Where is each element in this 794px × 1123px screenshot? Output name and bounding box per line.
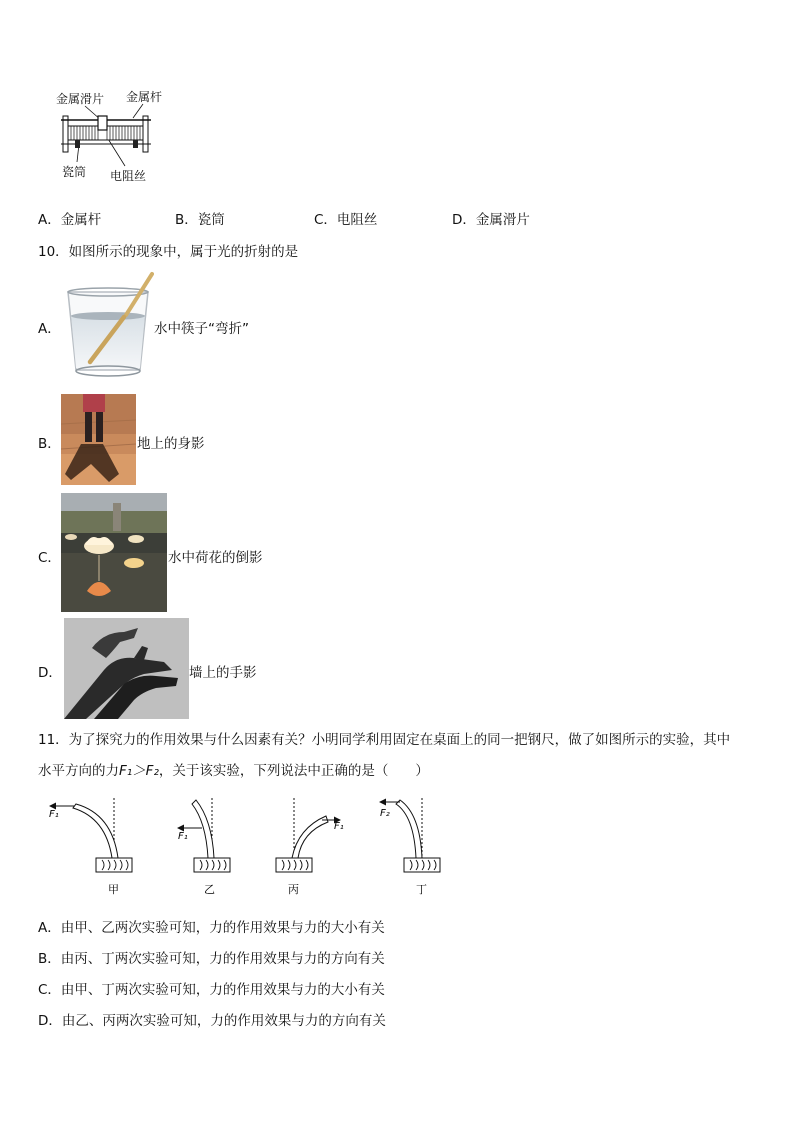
q10-option-a-caption: 水中筷子“弯折”	[154, 321, 249, 337]
q10-option-a-letter: A．	[38, 321, 61, 337]
ground-shadow-photo	[61, 394, 136, 485]
figure-jia	[50, 798, 132, 872]
q10-option-b-caption: 地上的身影	[137, 436, 205, 452]
label-resistance-wire: 电阻丝	[110, 169, 147, 183]
q11-stem-line2-b: ，关于该实验，下列说法中正确的是（ ）	[158, 763, 429, 779]
force-label-jia: F₁	[49, 809, 59, 820]
q11-stem-line2-a: 水平方向的力	[38, 763, 119, 779]
q11-stem-line2	[38, 759, 429, 779]
rheostat-diagram	[55, 100, 165, 170]
q11-option-d: D．由乙、丙两次实验可知，力的作用效果与力的方向有关	[38, 1013, 386, 1029]
q10-option-d-letter: D．	[38, 665, 62, 681]
q9-option-d: D．金属滑片	[452, 212, 530, 228]
q11-force-relation: F₁＞F₂	[119, 763, 159, 779]
label-ceramic-tube: 瓷筒	[62, 165, 87, 179]
q9-option-c: C．电阻丝	[314, 212, 378, 228]
q11-option-b: B．由丙、丁两次实验可知，力的作用效果与力的方向有关	[38, 951, 385, 967]
figure-label-bing: 丙	[288, 883, 299, 896]
q11-option-c: C．由甲、丁两次实验可知，力的作用效果与力的大小有关	[38, 982, 385, 998]
q9-option-b: B．瓷筒	[175, 212, 225, 228]
force-label-yi: F₁	[178, 831, 188, 842]
q11-stem-line1: 11．为了探究力的作用效果与什么因素有关？小明同学利用固定在桌面上的同一把钢尺，做了如图所示的实验，其中	[38, 732, 731, 748]
hand-shadow-photo	[64, 618, 189, 719]
figure-label-ding: 丁	[416, 883, 427, 896]
force-label-bing: F₁	[334, 821, 344, 832]
glass-chopstick-photo	[62, 270, 154, 378]
q9-option-a: A．金属杆	[38, 212, 102, 228]
figure-bing	[276, 798, 340, 872]
force-label-ding: F₂	[380, 808, 390, 819]
q10-option-c-caption: 水中荷花的倒影	[168, 550, 263, 566]
lotus-reflection-photo	[61, 493, 167, 612]
q11-option-a: A．由甲、乙两次实验可知，力的作用效果与力的大小有关	[38, 920, 385, 936]
q10-option-b-letter: B．	[38, 436, 61, 452]
q10-option-c-letter: C．	[38, 550, 61, 566]
q10-option-d-caption: 墙上的手影	[189, 665, 257, 681]
label-metal-slider: 金属滑片	[56, 92, 105, 106]
label-metal-rod: 金属杆	[126, 90, 163, 104]
figure-label-jia: 甲	[108, 883, 119, 896]
figure-label-yi: 乙	[204, 883, 215, 896]
q10-stem: 10．如图所示的现象中，属于光的折射的是	[38, 244, 299, 260]
ruler-experiment-figures	[40, 792, 450, 900]
